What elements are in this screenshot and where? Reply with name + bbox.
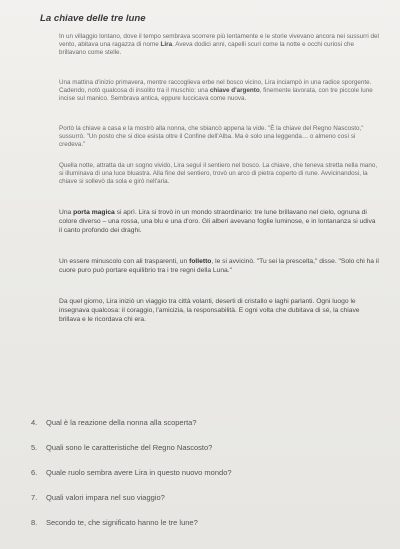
story-paragraph xyxy=(59,257,380,275)
emphasized-phrase: porta magica xyxy=(73,209,115,216)
story-paragraph xyxy=(59,208,380,235)
question-text: Quale ruolo sembra avere Lira in questo nuovo mondo? xyxy=(46,468,232,477)
question-text: Quali valori impara nel suo viaggio? xyxy=(46,493,165,502)
emphasized-phrase: chiave d'argento xyxy=(209,86,260,94)
story-paragraph xyxy=(59,125,380,148)
question-item xyxy=(31,418,197,427)
question-text: Quali sono le caratteristiche del Regno Nascosto? xyxy=(46,443,213,452)
question-item xyxy=(31,518,198,527)
story-paragraph xyxy=(59,162,380,185)
paragraph-text: Un essere minuscolo con ali trasparenti, un xyxy=(59,258,190,265)
story-paragraph xyxy=(59,297,380,324)
question-item xyxy=(31,443,212,452)
paragraph-text: Una xyxy=(59,209,74,216)
story-paragraph xyxy=(59,33,380,56)
paragraph-text: , le si avvicinò. "Tu sei la prescelta," disse. "Solo chi ha il cuore puro può portare equilibrio tra i tre regni della Luna." xyxy=(59,258,379,275)
emphasized-phrase: Lira xyxy=(160,40,173,48)
paragraph-text: In un villaggio lontano, dove il tempo sembrava scorrere più lentamente e le storie vivevano ancora nei sussurri del vento, abitava una ragazza di nome xyxy=(59,33,379,48)
question-number: 4. xyxy=(31,418,38,427)
emphasized-phrase: folletto xyxy=(189,258,212,265)
paragraph-text: Una mattina d'inizio primavera, mentre raccoglieva erbe nel bosco vicino, Lira inciampò in una radice sporgente. Cadendo, notò qualcosa di insolito tra il muschio: una xyxy=(59,79,372,94)
question-text: Qual è la reazione della nonna alla scoperta? xyxy=(46,418,197,427)
question-number: 7. xyxy=(31,493,38,502)
question-number: 6. xyxy=(31,468,38,477)
story-paragraph xyxy=(59,79,380,102)
paragraph-text: Quella notte, attratta da un sogno vivido, Lira seguì il sentiero nel bosco. La chiave, che teneva stretta nella mano, si illuminava di una luce bluastra. Alla fine del sentiero, trovò un arco di pietra coperto di rune. Avvicinandosi, la chiave si sollevò da sola e girò nell'aria. xyxy=(59,162,378,185)
question-number: 5. xyxy=(31,443,38,452)
paragraph-text: . Aveva dodici anni, capelli scuri come la notte e occhi curiosi che brillavano come stelle. xyxy=(59,40,354,56)
question-item xyxy=(31,493,165,502)
question-text: Secondo te, che significato hanno le tre lune? xyxy=(46,518,198,527)
paragraph-text: si aprì. Lira si trovò in un mondo straordinario: tre lune brillavano nel cielo, ognuna di colore diverso – una rossa, una blu e una d'oro. Gli alberi avevano foglie luminose, e in lontananza si udiva il canto profondo dei draghi. xyxy=(59,209,376,235)
question-item xyxy=(31,468,232,477)
question-number: 8. xyxy=(31,518,38,527)
paragraph-text: Da quel giorno, Lira iniziò un viaggio tra città volanti, deserti di cristallo e laghi parlanti. Ogni luogo le insegnava qualcosa: il coraggio, l'amicizia, la responsabilità. E ogni volta che dubitava di sé, la chiave brillava e le ricordava chi era. xyxy=(59,298,360,324)
paragraph-text: , finemente lavorata, con tre piccole lune incise sul manico. Sembrava antica, eppure luccicava come nuova. xyxy=(59,86,373,102)
story-title: La chiave delle tre lune xyxy=(40,13,146,24)
paragraph-text: Portò la chiave a casa e la mostrò alla nonna, che sbiancò appena la vide. "È la chiave del Regno Nascosto," sussurrò. "Un posto che si dice esista oltre il Confine dell'Alba. Ma è solo una leggenda… o almeno così si credeva." xyxy=(59,125,364,148)
